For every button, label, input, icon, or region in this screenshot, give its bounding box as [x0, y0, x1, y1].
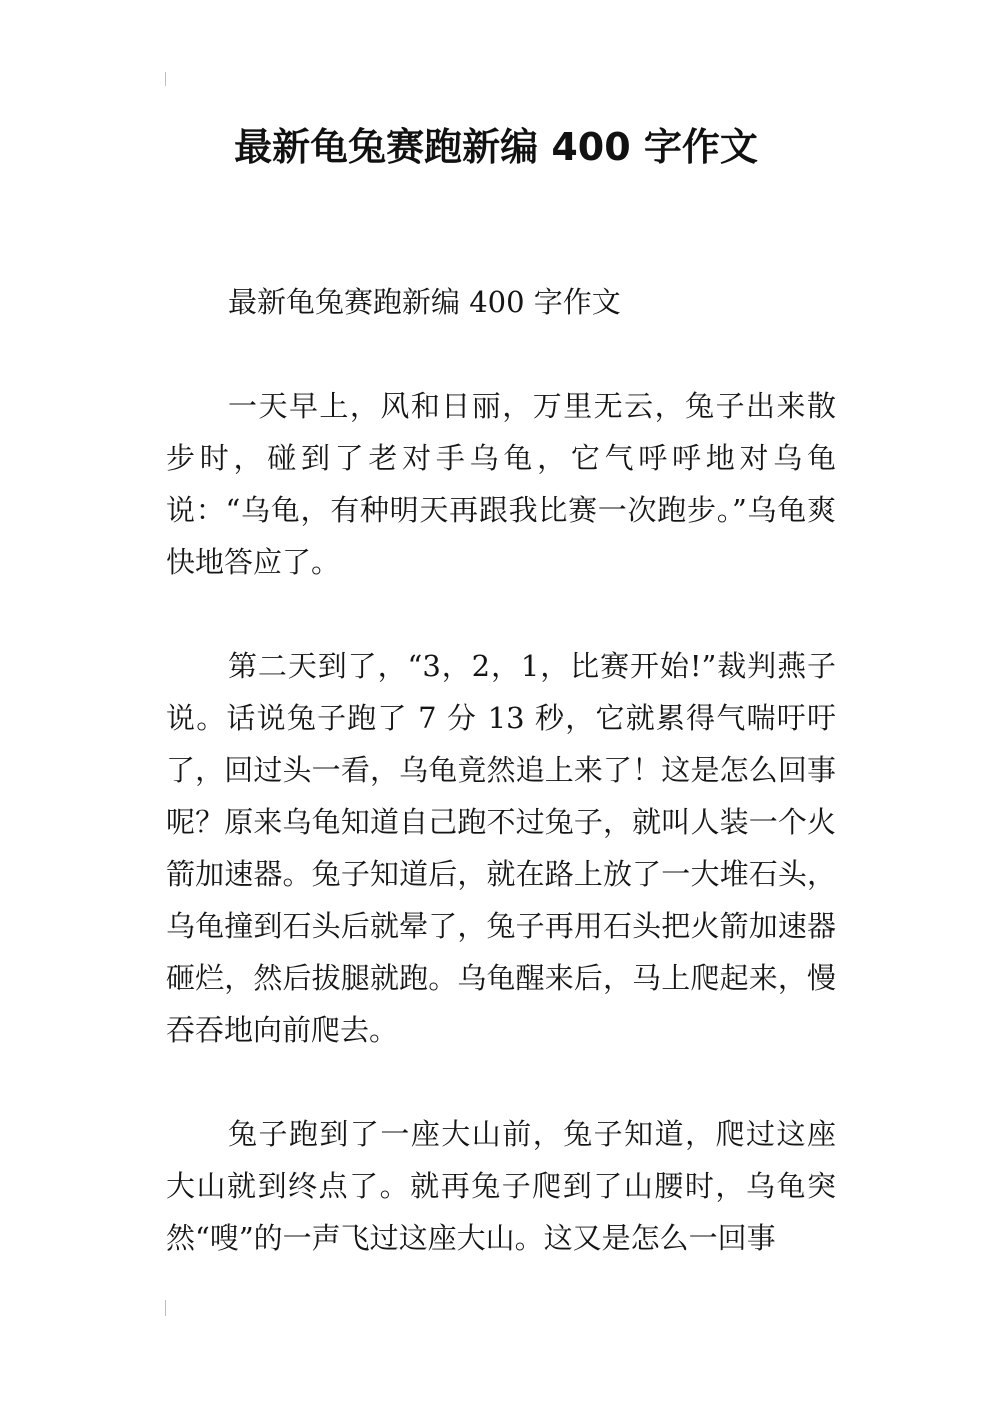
page-corner-mark-top: [165, 72, 166, 86]
paragraph-1: 一天早上，风和日丽，万里无云，兔子出来散步时，碰到了老对手乌龟，它气呼呼地对乌龟说：“乌龟，有种明天再跟我比赛一次跑步。”乌龟爽快地答应了。: [166, 389, 836, 579]
document-subtitle: 最新龟兔赛跑新编 400 字作文: [228, 285, 621, 319]
paragraph-2: 第二天到了，“3，2，1，比赛开始!”裁判燕子说。话说兔子跑了 7 分 13 秒，它就累得气喘吁吁了，回过头一看，乌龟竟然追上来了！这是怎么回事呢？原来乌龟知道自己跑不过兔子，就叫人装一个火箭加速器。兔子知道后，就在路上放了一大堆石头，乌龟撞到石头后就晕了，兔子再用石头把火箭加速器砸烂，然后拔腿就跑。乌龟醒来后，马上爬起来，慢吞吞地向前爬去。: [166, 649, 836, 1047]
page-corner-mark-bottom: [165, 1300, 166, 1316]
document-title: 最新龟兔赛跑新编 400 字作文: [234, 125, 758, 169]
paragraph-3: 兔子跑到了一座大山前，兔子知道，爬过这座大山就到终点了。就再兔子爬到了山腰时，乌龟突然“嗖”的一声飞过这座大山。这又是怎么一回事: [166, 1117, 836, 1255]
